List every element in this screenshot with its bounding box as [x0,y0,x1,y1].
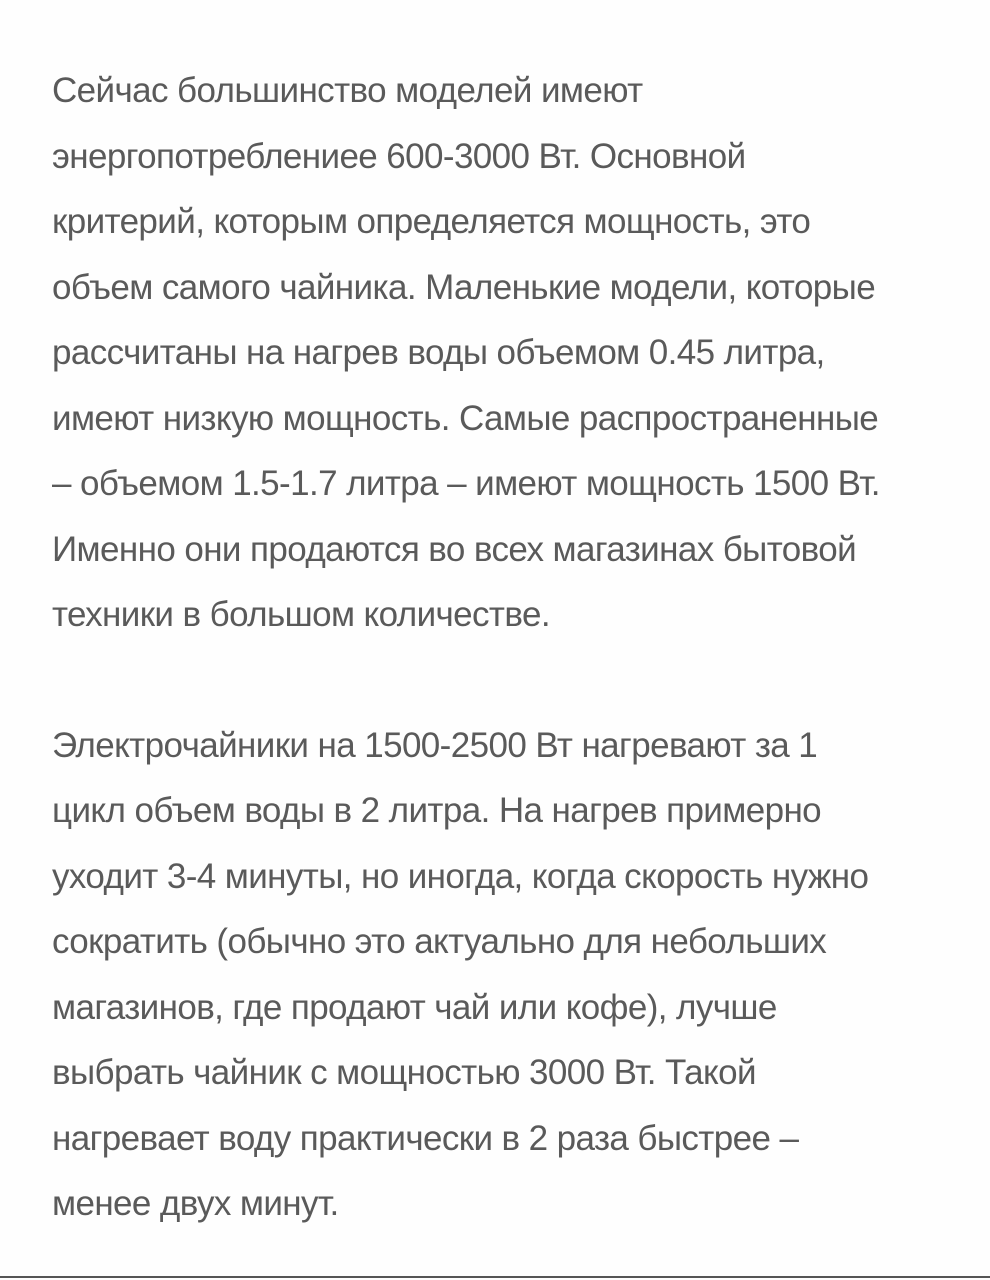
paragraph-heating-time: Электрочайники на 1500-2500 Вт нагревают за 1 цикл объем воды в 2 литра. На нагрев примерно уходит 3-4 минуты, но иногда, когда скорость нужно сократить (обычно это актуально для небольших магазинов, где продают чай или кофе), лучше выбрать чайник с мощностью 3000 Вт. Такой нагревает воду практически в 2 раза быстрее – менее двух минут. [52,725,869,1223]
article-text [52,58,952,1237]
paragraph-power-ranges: Сейчас большинство моделей имеют энергопотреблениее 600-3000 Вт. Основной критерий, которым определяется мощность, это объем самого чайника. Маленькие модели, которые рассчитаны на нагрев воды объемом 0.45 литра, имеют низкую мощность. Самые распространенные – объемом 1.5-1.7 литра – имеют мощность 1500 Вт. Именно они продаются во всех магазинах бытовой техники в большом количестве. [52,71,880,634]
bottom-divider [0,1276,990,1278]
